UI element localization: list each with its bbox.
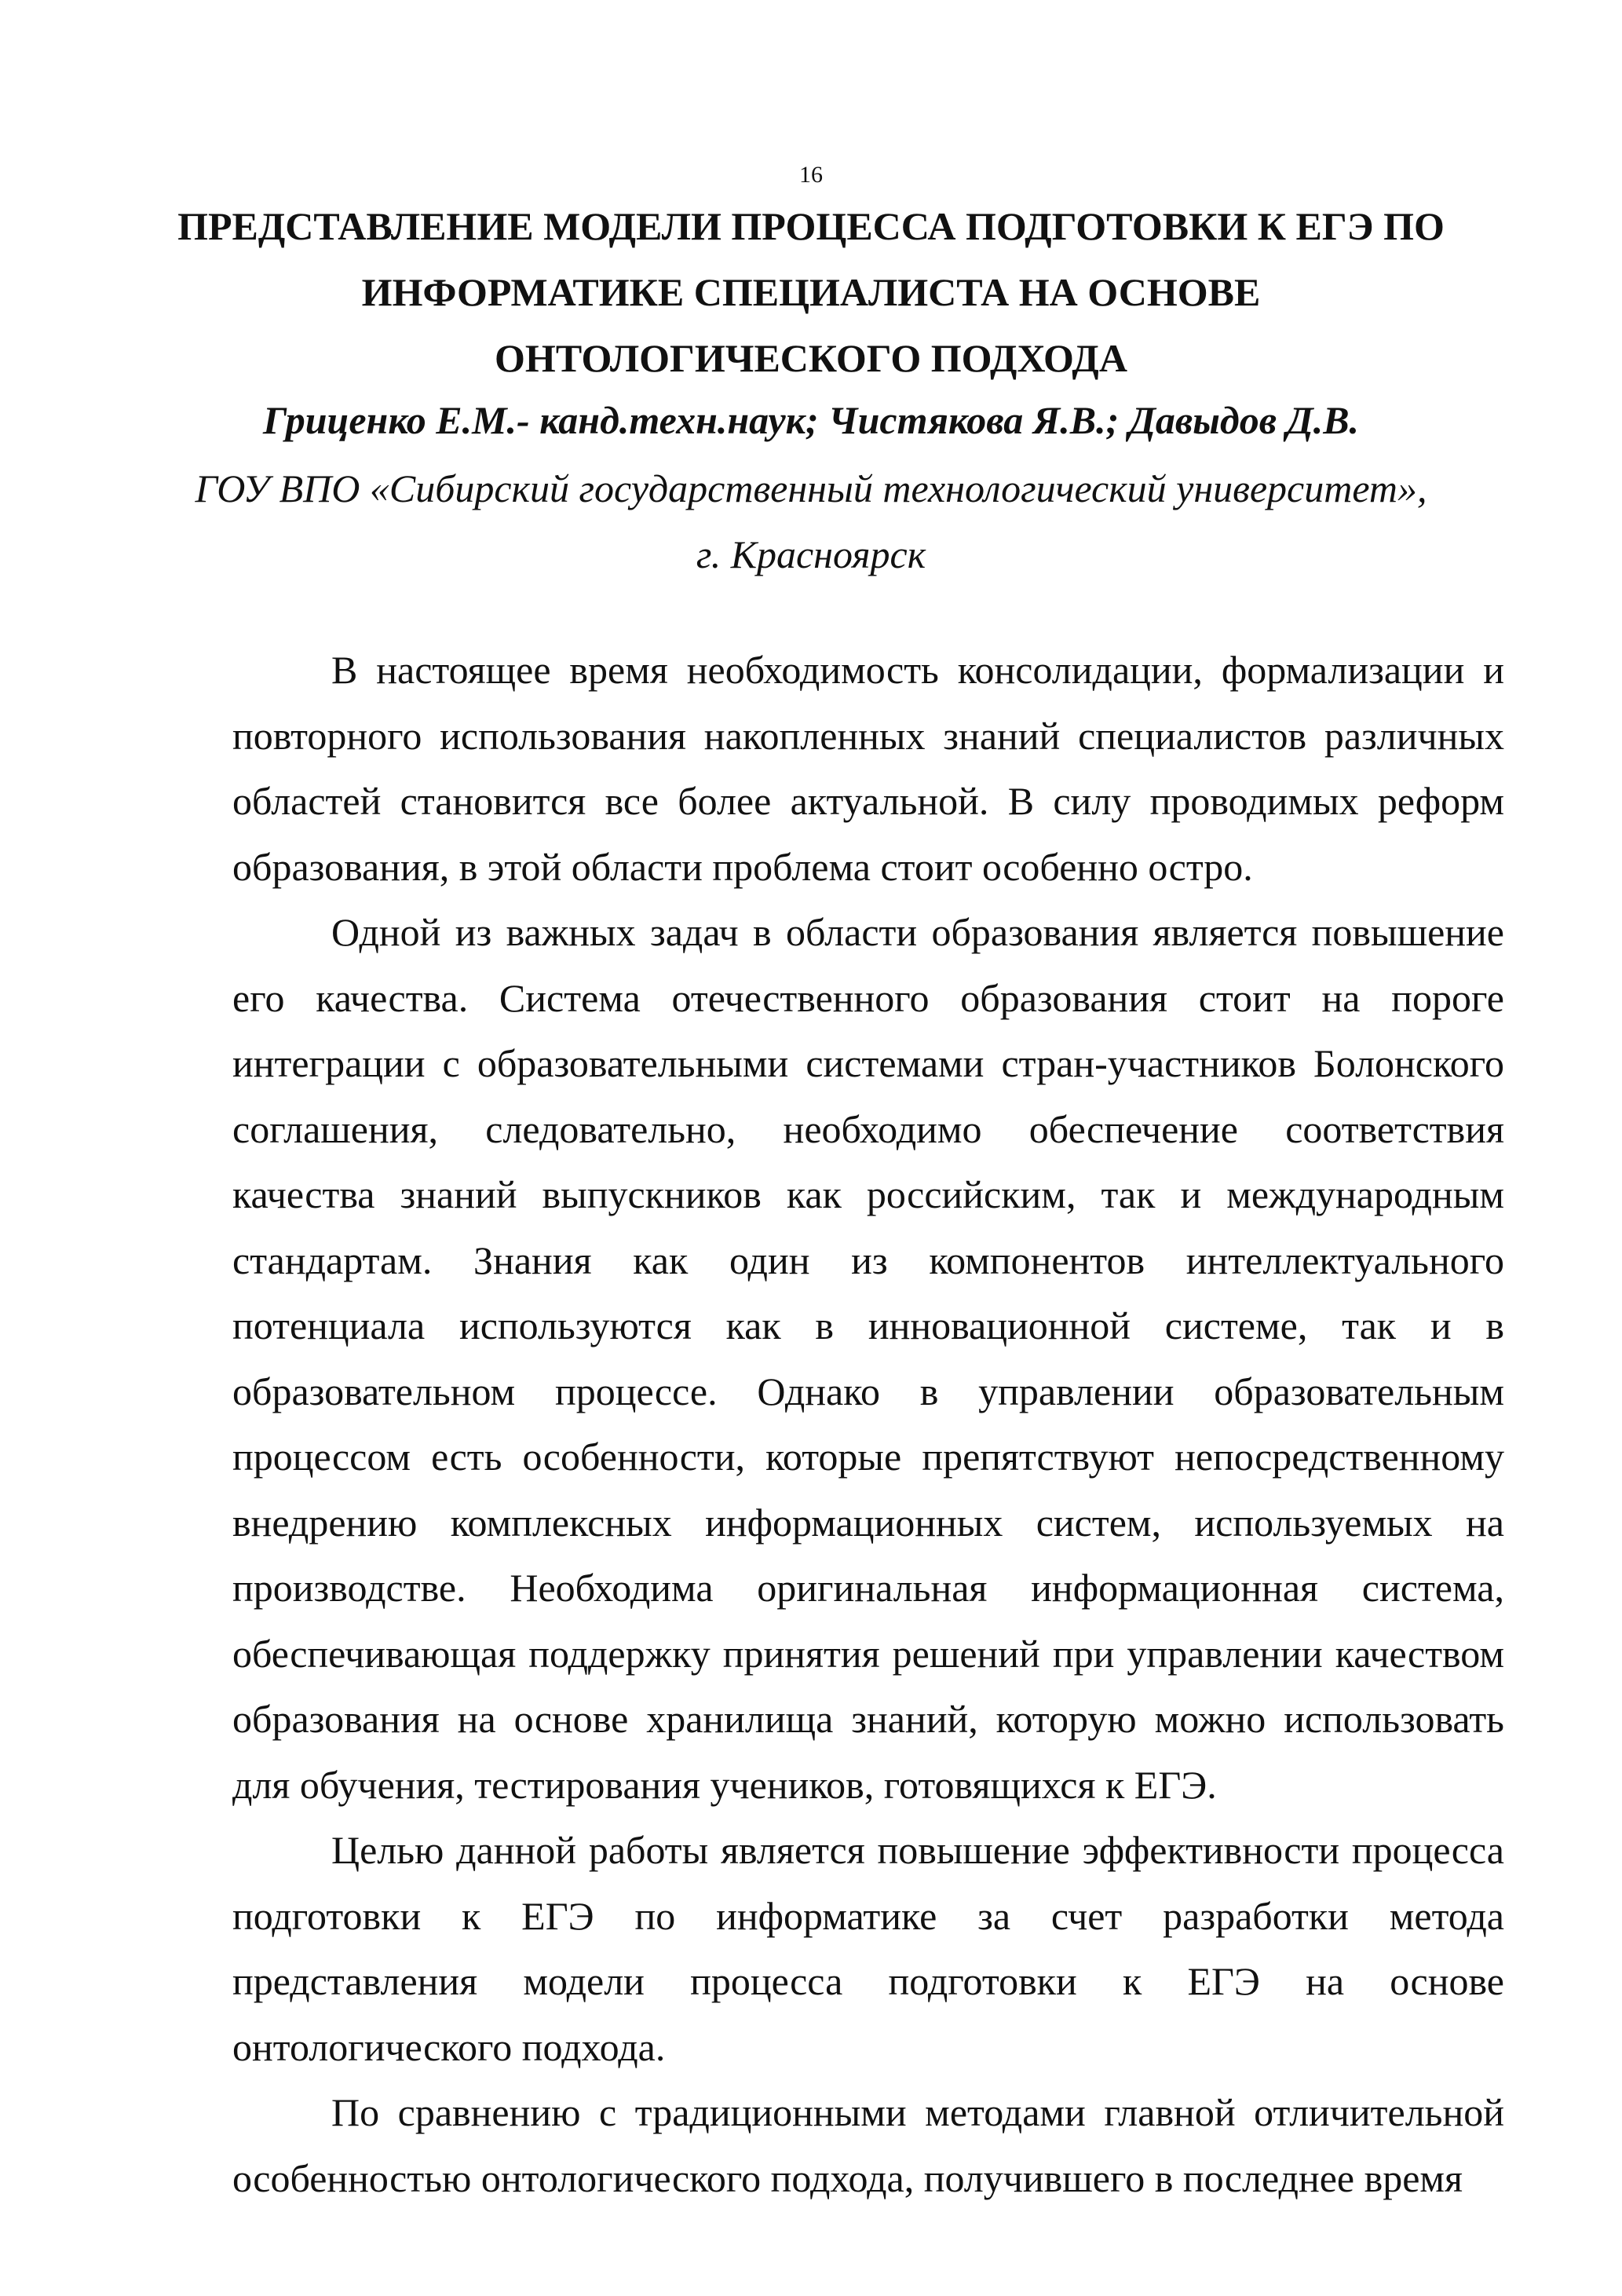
page-number: 16 — [799, 162, 823, 188]
body-text — [232, 638, 1504, 2211]
title-line: ПРЕДСТАВЛЕНИЕ МОДЕЛИ ПРОЦЕССА ПОДГОТОВКИ К ЕГЭ ПО — [177, 204, 1445, 248]
paragraph: Целью данной работы является повышение эффективности процесса подготовки к ЕГЭ по информатике за счет разработки метода представления модели процесса подготовки к ЕГЭ на основе онтологического подхода. — [232, 1828, 1504, 2069]
paragraph: По сравнению с традиционными методами главной отличительной особенностью онтологического подхода, получившего в последнее время — [232, 2090, 1504, 2200]
title-line: ОНТОЛОГИЧЕСКОГО ПОДХОДА — [495, 336, 1127, 380]
paragraph: В настоящее время необходимость консолидации, формализации и повторного использования накопленных знаний специалистов различных областей становится все более актуальной. В силу проводимых реформ образования, в этой области проблема стоит особенно остро. — [232, 648, 1504, 889]
authors: Гриценко Е.М.- канд.техн.наук; Чистякова Я.В.; Давыдов Д.В. — [262, 398, 1360, 442]
affiliation-line: г. Красноярск — [696, 532, 926, 576]
title-line: ИНФОРМАТИКЕ СПЕЦИАЛИСТА НА ОСНОВЕ — [361, 270, 1261, 314]
affiliation — [157, 455, 1465, 587]
affiliation-line: ГОУ ВПО «Сибирский государственный технологический университет», — [195, 466, 1427, 510]
paragraph: Одной из важных задач в области образования является повышение его качества. Система отечественного образования стоит на пороге интеграции с образовательными системами стран-участников Болонского соглашения, следовательно, необходимо обеспечение соответствия качества знаний выпускников как российским, так и международным стандартам. Знания как один из компонентов интеллектуального потенциала используются как в инновационной системе, так и в образовательном процессе. Однако в управлении образовательным процессом есть особенности, которые препятствуют непосредственному внедрению комплексных информационных систем, используемых на производстве. Необходима оригинальная информационная система, обеспечивающая поддержку принятия решений при управлении качеством образования на основе хранилища знаний, которую можно использовать для обучения, тестирования учеников, готовящихся к ЕГЭ. — [232, 910, 1504, 1807]
paper-title — [157, 193, 1465, 391]
